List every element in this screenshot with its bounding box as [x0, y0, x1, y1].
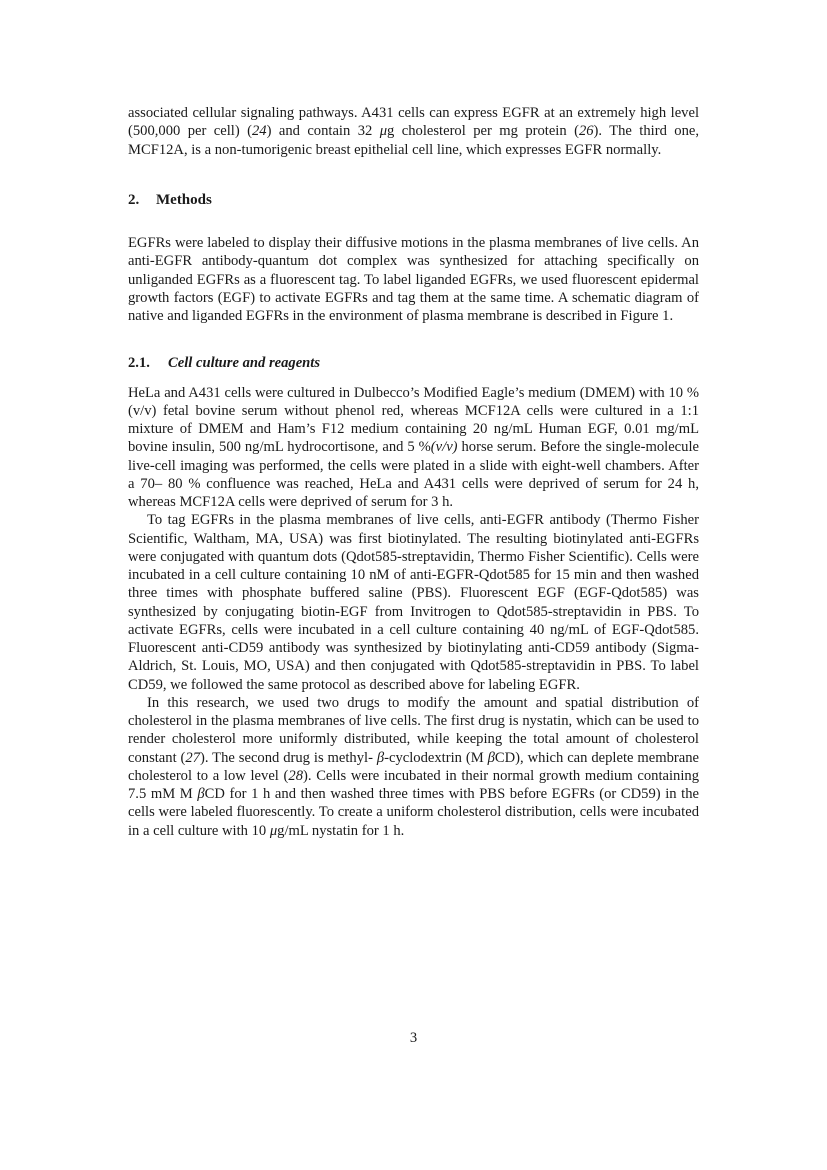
subsection-number: 2.1.	[128, 355, 150, 372]
text-run: ). The second drug is methyl-	[200, 749, 377, 766]
text-run: ). Cells were incubated in their normal growth medium containing 7.5 mM M	[128, 767, 699, 802]
emphasis-text: β	[376, 749, 385, 766]
text-run: ). The third one, MCF12A, is a non-tumorigenic breast epithelial cell line, which expresses EGFR normally.	[128, 123, 699, 158]
emphasis-text: 27	[185, 749, 201, 766]
text-run: -cyclodextrin (M	[384, 749, 488, 766]
section-number: 2.	[128, 191, 140, 208]
text-run: horse serum. Before the single-molecule live-cell imaging was performed, the cells were plated in a slide with eight-well chambers. After a 70– 80 % confluence was reached, HeLa and A431 cells were deprived of serum for 24 h, whereas MCF12A cells were deprived of serum for 3 h.	[128, 439, 699, 510]
text-run: g cholesterol per mg protein (	[387, 123, 579, 140]
spacer-after-methods-heading	[128, 209, 699, 234]
text-run: CD for 1 h and then washed three times with PBS before EGFRs (or CD59) in the cells were labeled fluorescently. To create a uniform cholesterol distribution, cells were incubated in a cell culture with 10	[128, 786, 699, 839]
emphasis-text: 26	[578, 123, 594, 140]
emphasis-text: μ	[269, 822, 278, 839]
text-run: associated cellular signaling pathways. A431 cells can express EGFR at an extremely high level (500,000 per cell) (	[128, 105, 699, 140]
section-heading-methods	[128, 191, 699, 209]
text-run: To tag EGFRs in the plasma membranes of live cells, anti-EGFR antibody (Thermo Fisher Scientific, Waltham, MA, USA) was first biotinylated. The resulting biotinylated anti-EGFRs were conjugated with quantum dots (Qdot585-streptavidin, Thermo Fisher Scientific). Cells were incubated in a cell culture containing 10 nM of anti-EGFR-Qdot585 for 15 min and then washed three times with phosphate buffered saline (PBS). Fluorescent EGF (EGF-Qdot585) was synthesized by conjugating biotin-EGF from Invitrogen to Qdot585-streptavidin in PBS. To activate EGFRs, cells were incubated in a cell culture containing 40 ng/mL of EGF-Qdot585. Fluorescent anti-CD59 antibody was synthesized by biotinylating anti-CD59 antibody (Sigma-Aldrich, St. Louis, MO, USA) and then conjugated with Qdot585-streptavidin in PBS. To label CD59, we followed the same protocol as described above for labeling EGFR.	[128, 512, 699, 693]
subsection-title: Cell culture and reagents	[168, 355, 321, 372]
paragraph-intro	[128, 104, 699, 159]
text-run: g/mL nystatin for 1 h.	[277, 822, 405, 839]
emphasis-text: (v/v)	[430, 439, 458, 456]
paragraph-methods-intro	[128, 234, 699, 325]
emphasis-text: β	[197, 786, 205, 802]
emphasis-text: β	[487, 749, 495, 766]
paragraph-cell-culture-1	[128, 384, 699, 512]
page-number: 3	[409, 1030, 418, 1046]
text-run: ) and contain 32	[266, 123, 380, 140]
spacer-before-methods-heading	[128, 159, 699, 191]
emphasis-text: μ	[379, 123, 388, 140]
emphasis-text: 28	[288, 767, 303, 784]
text-run: EGFRs were labeled to display their diffusive motions in the plasma membranes of live cells. An anti-EGFR antibody-quantum dot complex was synthesized for attaching specifically on unliganded EGFRs as a fluorescent tag. To label liganded EGFRs, we used fluorescent epidermal growth factors (EGF) to activate EGFRs and tag them at the same time. A schematic diagram of native and liganded EGFRs in the environment of plasma membrane is described in Figure 1.	[128, 235, 699, 324]
text-run: HeLa and A431 cells were cultured in Dulbecco’s Modified Eagle’s medium (DMEM) with 10 % (v/v) fetal bovine serum without phenol red, whereas MCF12A cells were cultured in a 1:1 mixture of DMEM and Ham’s F12 medium containing 20 ng/mL Human EGF, 0.01 mg/mL bovine insulin, 500 ng/mL hydrocortisone, and 5 %	[128, 384, 699, 456]
paragraph-cell-culture-3	[128, 694, 699, 840]
text-run: CD), which can deplete membrane cholesterol to a low level (	[128, 749, 699, 784]
emphasis-text: 24	[251, 123, 267, 140]
section-title: Methods	[156, 191, 212, 208]
paragraph-cell-culture-2	[128, 511, 699, 694]
spacer-before-subsection-heading	[128, 325, 699, 354]
text-column	[128, 104, 699, 840]
spacer-after-subsection-heading	[128, 373, 699, 384]
text-run: In this research, we used two drugs to modify the amount and spatial distribution of cholesterol in the plasma membranes of live cells. The first drug is nystatin, which can be used to render cholesterol more uniformly distributed, while keeping the total amount of cholesterol constant (	[128, 694, 699, 766]
subsection-heading-cell-culture	[128, 354, 699, 372]
